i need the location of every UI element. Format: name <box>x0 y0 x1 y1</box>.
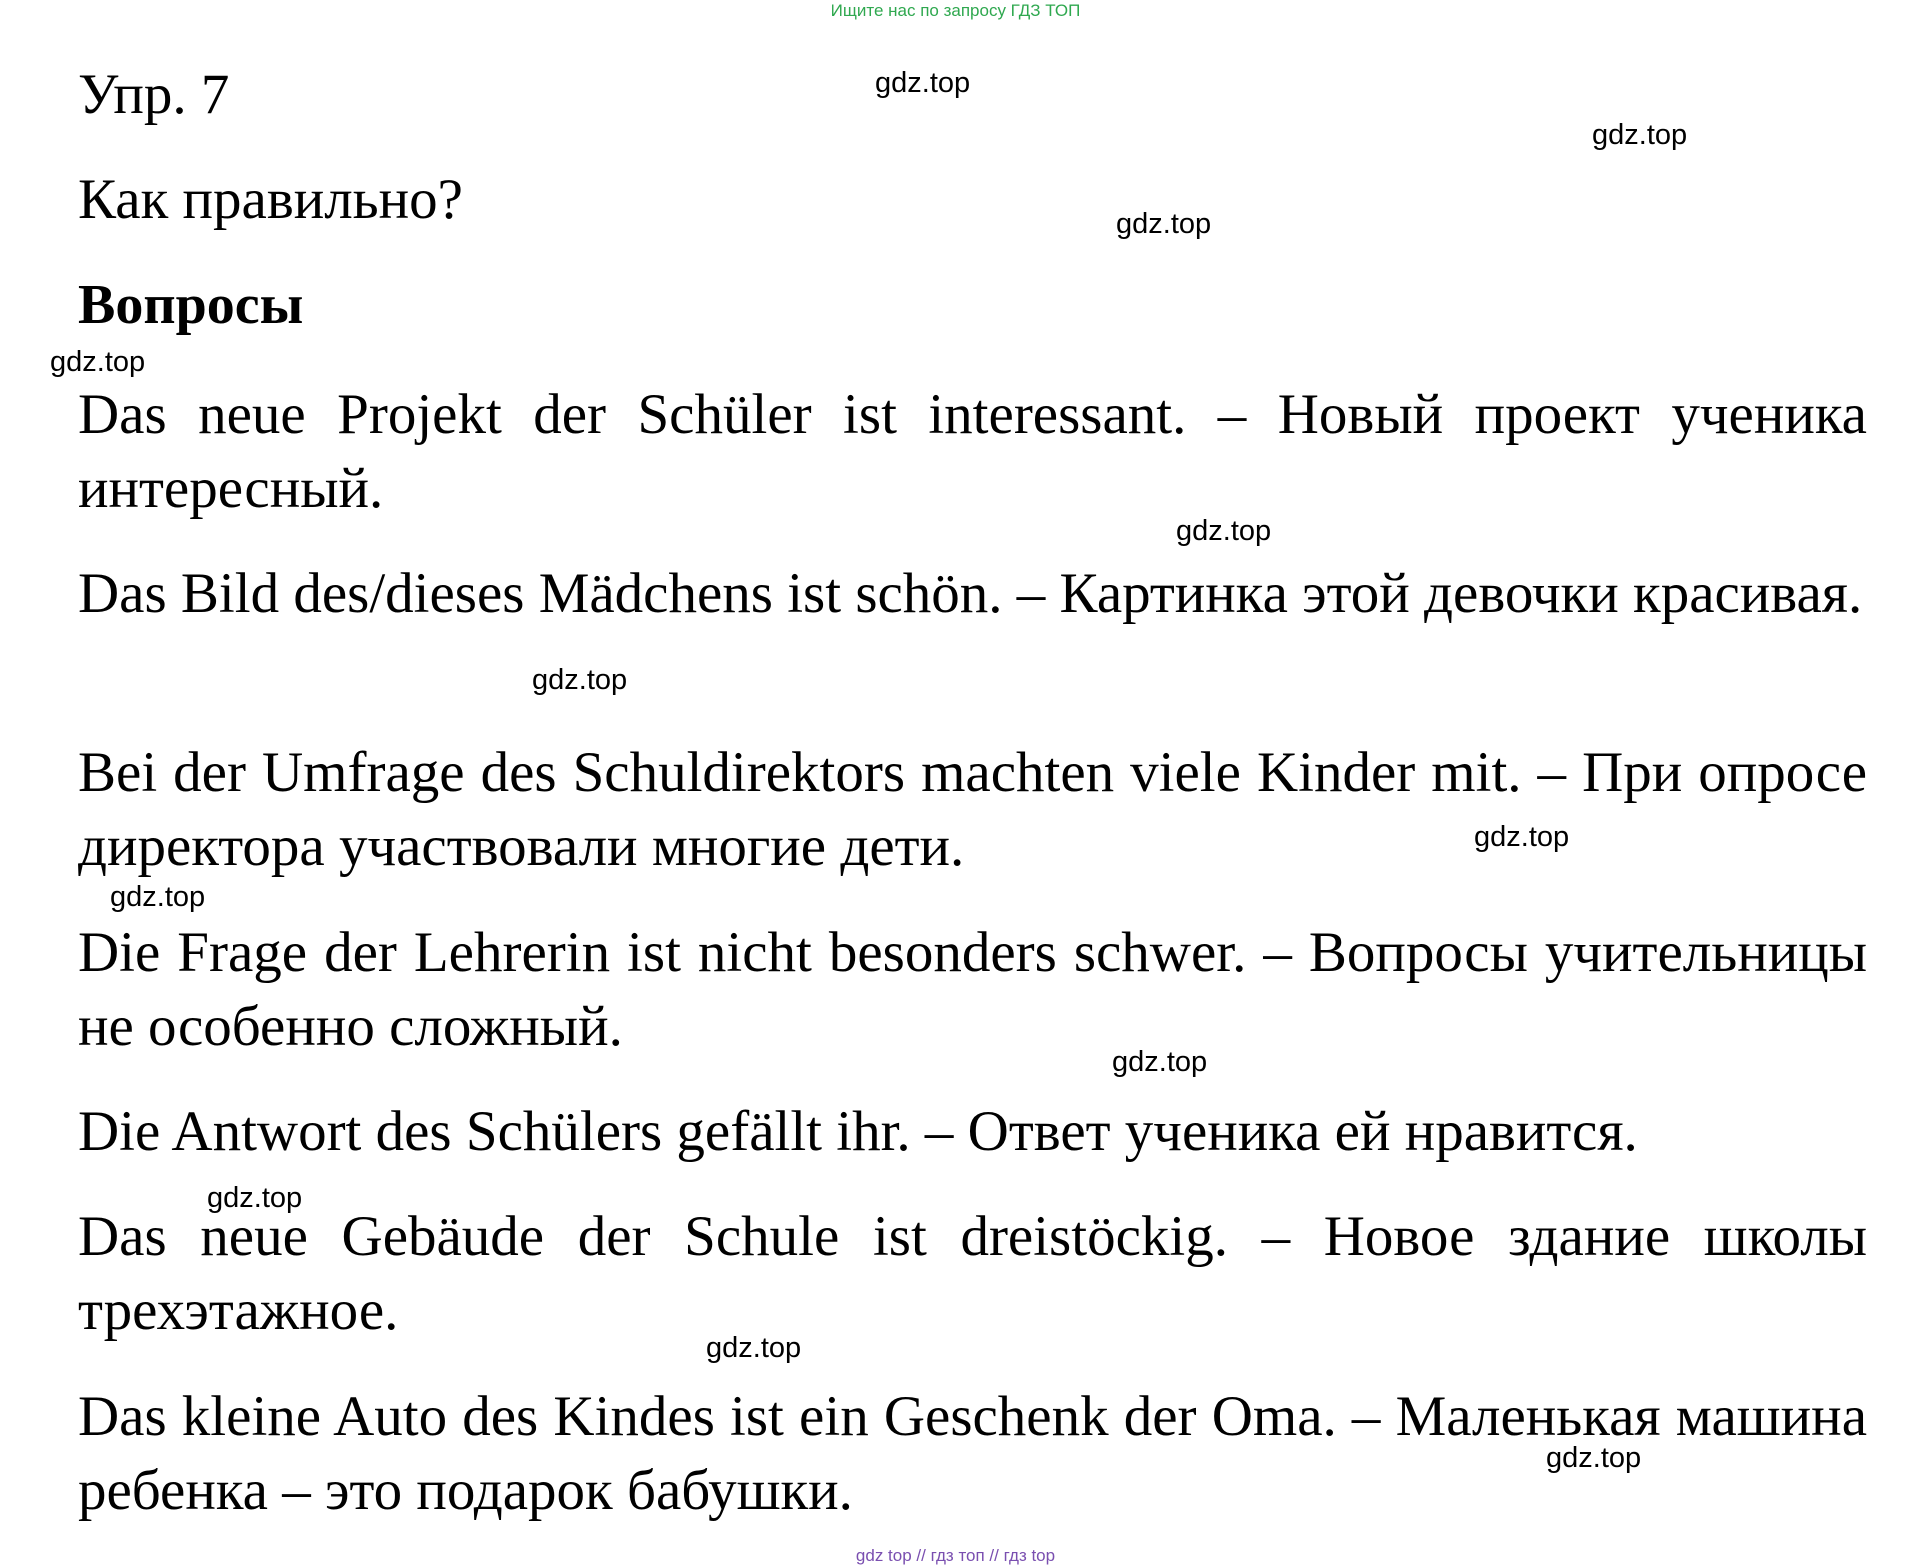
exercise-title: Упр. 7 <box>78 63 230 126</box>
watermark: gdz.top <box>1176 515 1272 547</box>
bottom-banner: gdz top // гдз топ // гдз top <box>855 1546 1056 1565</box>
answer-paragraph-2: Das Bild des/dieses Mädchens ist schön. – Картинка этой девочки красивая. <box>78 562 1863 625</box>
section-heading: Вопросы <box>78 274 304 336</box>
answer-paragraph-7: Das kleine Auto des Kindes ist ein Geschenk der Oma. – Маленькая машина ребенка – это подарок бабушки. <box>78 1385 1867 1522</box>
watermark: gdz.top <box>50 346 146 378</box>
answer-paragraph-4: Die Frage der Lehrerin ist nicht besonders schwer. – Вопросы учительницы не особенно сложный. <box>78 921 1867 1058</box>
watermark: gdz.top <box>532 664 628 696</box>
watermark: gdz.top <box>1546 1442 1642 1474</box>
answer-paragraph-5: Die Antwort des Schülers gefällt ihr. – Ответ ученика ей нравится. <box>78 1100 1638 1163</box>
watermark: gdz.top <box>1116 208 1212 240</box>
answer-paragraph-3: Bei der Umfrage des Schuldirektors machten viele Kinder mit. – При опросе директора участвовали многие дети. <box>78 741 1867 878</box>
watermark: gdz.top <box>875 67 971 99</box>
watermark: gdz.top <box>706 1332 802 1364</box>
answer-paragraph-1: Das neue Projekt der Schüler ist interessant. – Новый проект ученика интересный. <box>78 383 1867 520</box>
watermark: gdz.top <box>1592 119 1688 151</box>
answer-paragraph-6: Das neue Gebäude der Schule ist dreistöckig. – Новое здание школы трехэтажное. <box>78 1205 1867 1342</box>
watermark: gdz.top <box>1112 1046 1208 1078</box>
watermark: gdz.top <box>1474 821 1570 853</box>
watermark: gdz.top <box>110 881 206 913</box>
watermark: gdz.top <box>207 1182 303 1214</box>
top-banner: Ищите нас по запросу ГДЗ ТОП <box>830 1 1081 20</box>
exercise-subtitle: Как правильно? <box>78 168 463 231</box>
